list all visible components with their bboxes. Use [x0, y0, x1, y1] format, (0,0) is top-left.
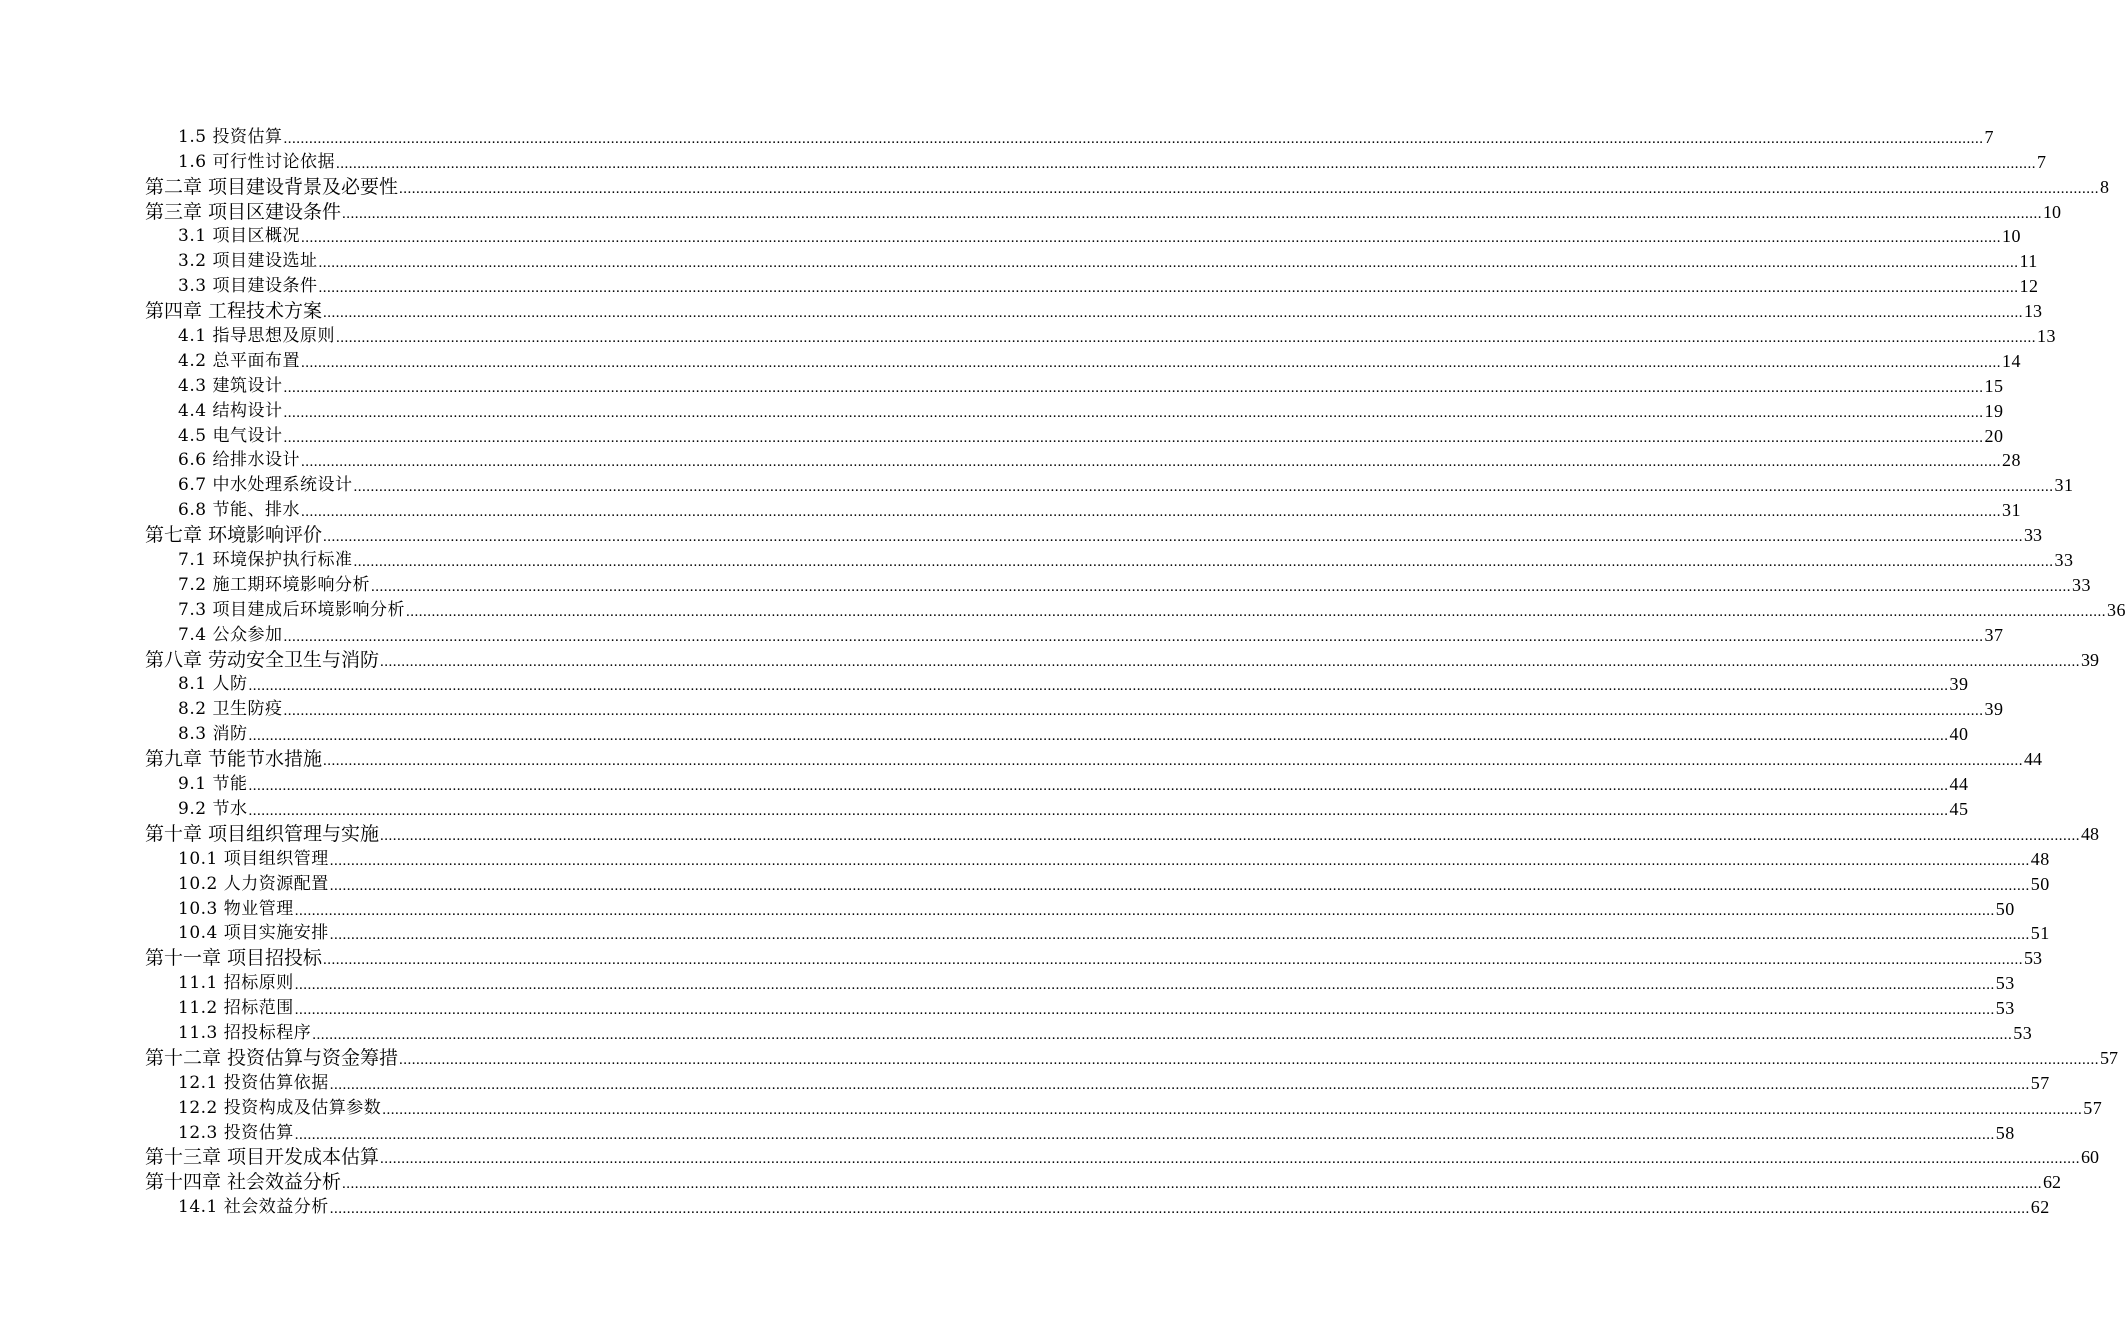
toc-entry-title: 第八章 劳动安全卫生与消防 — [145, 648, 380, 671]
toc-section-entry[interactable] — [145, 796, 1969, 821]
toc-page-number: 13 — [2024, 301, 2043, 322]
toc-dot-leader: ................................................................................................................................................................................................................................................................................................................................................................................................................ — [300, 354, 2001, 371]
toc-dot-leader: ................................................................................................................................................................................................................................................................................................................................................................................................................ — [318, 255, 2019, 272]
toc-section-entry[interactable] — [145, 547, 2074, 572]
toc-section-entry[interactable] — [145, 423, 2004, 448]
toc-section-entry[interactable] — [145, 373, 2004, 398]
toc-entry-title: 8.2 卫生防疫 — [178, 699, 283, 720]
toc-page-number: 10 — [2043, 201, 2062, 222]
toc-page-number: 44 — [2024, 749, 2043, 770]
toc-section-entry[interactable] — [145, 672, 1969, 697]
toc-dot-leader: ................................................................................................................................................................................................................................................................................................................................................................................................................ — [335, 330, 2036, 347]
toc-page-number: 60 — [2081, 1147, 2100, 1168]
toc-dot-leader: ................................................................................................................................................................................................................................................................................................................................................................................................................ — [399, 1051, 2100, 1068]
toc-chapter-entry[interactable] — [145, 1045, 2119, 1070]
toc-page-number: 39 — [2081, 649, 2100, 670]
toc-section-entry[interactable] — [145, 348, 2021, 373]
toc-dot-leader: ................................................................................................................................................................................................................................................................................................................................................................................................................ — [323, 305, 2024, 322]
toc-page-number: 50 — [2030, 873, 2050, 894]
toc-dot-leader: ................................................................................................................................................................................................................................................................................................................................................................................................................ — [399, 180, 2100, 197]
toc-section-entry[interactable] — [145, 696, 2004, 721]
toc-section-entry[interactable] — [145, 1194, 2050, 1219]
toc-dot-leader: ................................................................................................................................................................................................................................................................................................................................................................................................................ — [329, 927, 2030, 944]
toc-entry-title: 8.1 人防 — [178, 674, 248, 695]
toc-section-entry[interactable] — [145, 273, 2039, 298]
toc-entry-title: 第七章 环境影响评价 — [145, 524, 323, 547]
toc-page-number: 58 — [1995, 1122, 2015, 1143]
toc-page-number: 48 — [2030, 848, 2050, 869]
toc-entry-title: 12.3 投资估算 — [178, 1122, 294, 1143]
toc-section-entry[interactable] — [145, 398, 2004, 423]
toc-page-number: 57 — [2083, 1097, 2103, 1118]
toc-entry-title: 10.3 物业管理 — [178, 898, 294, 919]
toc-entry-title: 6.7 中水处理系统设计 — [178, 475, 353, 496]
toc-page-number: 13 — [2036, 326, 2056, 347]
toc-entry-title: 6.8 节能、排水 — [178, 500, 300, 521]
toc-section-entry[interactable] — [145, 497, 2021, 522]
toc-entry-title: 10.4 项目实施安排 — [178, 923, 329, 944]
toc-dot-leader: ................................................................................................................................................................................................................................................................................................................................................................................................................ — [335, 155, 2036, 172]
toc-dot-leader: ................................................................................................................................................................................................................................................................................................................................................................................................................ — [318, 280, 2019, 297]
toc-section-entry[interactable] — [145, 1020, 2033, 1045]
toc-entry-title: 第十一章 项目招投标 — [145, 947, 323, 970]
toc-page-number: 20 — [1984, 425, 2004, 446]
toc-entry-title: 第二章 项目建设背景及必要性 — [145, 175, 399, 198]
toc-page-number: 10 — [2001, 226, 2021, 247]
toc-entry-title: 第四章 工程技术方案 — [145, 300, 323, 323]
toc-chapter-entry[interactable] — [145, 821, 2100, 846]
toc-page-number: 53 — [1995, 973, 2015, 994]
toc-chapter-entry[interactable] — [145, 174, 2110, 199]
toc-entry-title: 10.1 项目组织管理 — [178, 848, 329, 869]
toc-page-number: 7 — [2036, 151, 2047, 172]
toc-chapter-entry[interactable] — [145, 945, 2043, 970]
table-of-contents — [145, 124, 2126, 1219]
toc-entry-title: 4.2 总平面布置 — [178, 350, 300, 371]
toc-dot-leader: ................................................................................................................................................................................................................................................................................................................................................................................................................ — [300, 230, 2001, 247]
toc-entry-title: 第十四章 社会效益分析 — [145, 1171, 342, 1194]
toc-page-number: 7 — [1984, 126, 1994, 147]
toc-chapter-entry[interactable] — [145, 647, 2100, 672]
toc-entry-title: 12.1 投资估算依据 — [178, 1072, 329, 1093]
toc-page-number: 57 — [2100, 1047, 2119, 1068]
toc-page-number: 62 — [2043, 1172, 2062, 1193]
toc-dot-leader: ................................................................................................................................................................................................................................................................................................................................................................................................................ — [323, 753, 2024, 770]
toc-page-number: 53 — [2013, 1022, 2033, 1043]
toc-entry-title: 6.6 给排水设计 — [178, 450, 300, 471]
toc-section-entry[interactable] — [145, 248, 2038, 273]
toc-section-entry[interactable] — [145, 572, 2091, 597]
toc-entry-title: 12.2 投资构成及估算参数 — [178, 1097, 382, 1118]
toc-section-entry[interactable] — [145, 921, 2050, 946]
toc-entry-title: 4.5 电气设计 — [178, 425, 283, 446]
toc-page-number: 14 — [2001, 350, 2021, 371]
toc-dot-leader: ................................................................................................................................................................................................................................................................................................................................................................................................................ — [342, 1176, 2043, 1193]
toc-dot-leader: ................................................................................................................................................................................................................................................................................................................................................................................................................ — [353, 479, 2054, 496]
toc-dot-leader: ................................................................................................................................................................................................................................................................................................................................................................................................................ — [294, 902, 1995, 919]
toc-page-number: 11 — [2019, 251, 2038, 272]
toc-section-entry[interactable] — [145, 597, 2126, 622]
toc-dot-leader: ................................................................................................................................................................................................................................................................................................................................................................................................................ — [283, 379, 1984, 396]
toc-page-number: 28 — [2001, 450, 2021, 471]
toc-section-entry[interactable] — [145, 846, 2050, 871]
toc-entry-title: 第十三章 项目开发成本估算 — [145, 1146, 380, 1169]
toc-entry-title: 9.1 节能 — [178, 774, 248, 795]
toc-section-entry[interactable] — [145, 472, 2074, 497]
toc-section-entry[interactable] — [145, 1120, 2015, 1145]
toc-dot-leader: ................................................................................................................................................................................................................................................................................................................................................................................................................ — [248, 778, 1949, 795]
toc-dot-leader: ................................................................................................................................................................................................................................................................................................................................................................................................................ — [283, 429, 1984, 446]
toc-entry-title: 10.2 人力资源配置 — [178, 873, 329, 894]
toc-section-entry[interactable] — [145, 871, 2050, 896]
toc-page-number: 53 — [2024, 948, 2043, 969]
toc-page-number: 44 — [1949, 774, 1969, 795]
toc-entry-title: 第三章 项目区建设条件 — [145, 200, 342, 223]
toc-page-number: 45 — [1949, 798, 1969, 819]
toc-dot-leader: ................................................................................................................................................................................................................................................................................................................................................................................................................ — [329, 877, 2030, 894]
toc-dot-leader: ................................................................................................................................................................................................................................................................................................................................................................................................................ — [329, 1201, 2030, 1218]
toc-dot-leader: ................................................................................................................................................................................................................................................................................................................................................................................................................ — [323, 529, 2024, 546]
toc-page-number: 12 — [2019, 276, 2039, 297]
toc-page-number: 33 — [2024, 525, 2043, 546]
toc-page-number: 8 — [2100, 176, 2110, 197]
toc-dot-leader: ................................................................................................................................................................................................................................................................................................................................................................................................................ — [300, 454, 2001, 471]
toc-entry-title: 11.1 招标原则 — [178, 973, 294, 994]
toc-dot-leader: ................................................................................................................................................................................................................................................................................................................................................................................................................ — [283, 703, 1984, 720]
toc-entry-title: 7.4 公众参加 — [178, 624, 283, 645]
toc-dot-leader: ................................................................................................................................................................................................................................................................................................................................................................................................................ — [248, 728, 1949, 745]
toc-page-number: 19 — [1984, 400, 2004, 421]
toc-section-entry[interactable] — [145, 1095, 2103, 1120]
toc-chapter-entry[interactable] — [145, 522, 2043, 547]
toc-dot-leader: ................................................................................................................................................................................................................................................................................................................................................................................................................ — [353, 554, 2054, 571]
toc-entry-title: 8.3 消防 — [178, 724, 248, 745]
toc-entry-title: 9.2 节水 — [178, 798, 248, 819]
toc-page-number: 51 — [2030, 923, 2050, 944]
toc-dot-leader: ................................................................................................................................................................................................................................................................................................................................................................................................................ — [248, 802, 1949, 819]
toc-section-entry[interactable] — [145, 771, 1969, 796]
toc-section-entry[interactable] — [145, 124, 1994, 149]
toc-dot-leader: ................................................................................................................................................................................................................................................................................................................................................................................................................ — [283, 404, 1984, 421]
toc-dot-leader: ................................................................................................................................................................................................................................................................................................................................................................................................................ — [370, 578, 2071, 595]
toc-chapter-entry[interactable] — [145, 298, 2043, 323]
toc-entry-title: 3.1 项目区概况 — [178, 226, 300, 247]
toc-page-number: 31 — [2001, 500, 2021, 521]
toc-entry-title: 11.2 招标范围 — [178, 998, 294, 1019]
toc-page-number: 37 — [1984, 624, 2004, 645]
toc-dot-leader: ................................................................................................................................................................................................................................................................................................................................................................................................................ — [283, 628, 1984, 645]
toc-page-number: 39 — [1949, 674, 1969, 695]
toc-chapter-entry[interactable] — [145, 746, 2043, 771]
toc-section-entry[interactable] — [145, 622, 2004, 647]
toc-entry-title: 第十二章 投资估算与资金筹措 — [145, 1046, 399, 1069]
toc-entry-title: 1.5 投资估算 — [178, 126, 283, 147]
toc-page-number: 48 — [2081, 823, 2100, 844]
toc-section-entry[interactable] — [145, 149, 2047, 174]
toc-chapter-entry[interactable] — [145, 1169, 2062, 1194]
toc-dot-leader: ................................................................................................................................................................................................................................................................................................................................................................................................................ — [342, 205, 2043, 222]
toc-entry-title: 11.3 招投标程序 — [178, 1022, 312, 1043]
toc-entry-title: 7.3 项目建成后环境影响分析 — [178, 599, 405, 620]
toc-dot-leader: ................................................................................................................................................................................................................................................................................................................................................................................................................ — [283, 130, 1984, 147]
toc-entry-title: 7.2 施工期环境影响分析 — [178, 574, 370, 595]
toc-page-number: 62 — [2030, 1197, 2050, 1218]
toc-dot-leader: ................................................................................................................................................................................................................................................................................................................................................................................................................ — [300, 504, 2001, 521]
toc-section-entry[interactable] — [145, 896, 2015, 921]
toc-dot-leader: ................................................................................................................................................................................................................................................................................................................................................................................................................ — [380, 1151, 2081, 1168]
toc-entry-title: 第九章 节能节水措施 — [145, 748, 323, 771]
toc-chapter-entry[interactable] — [145, 199, 2062, 224]
toc-entry-title: 14.1 社会效益分析 — [178, 1197, 329, 1218]
toc-section-entry[interactable] — [145, 224, 2021, 249]
toc-section-entry[interactable] — [145, 995, 2015, 1020]
toc-dot-leader: ................................................................................................................................................................................................................................................................................................................................................................................................................ — [312, 1026, 2013, 1043]
toc-entry-title: 7.1 环境保护执行标准 — [178, 550, 353, 571]
toc-entry-title: 4.3 建筑设计 — [178, 375, 283, 396]
toc-chapter-entry[interactable] — [145, 1145, 2100, 1170]
toc-dot-leader: ................................................................................................................................................................................................................................................................................................................................................................................................................ — [329, 1076, 2030, 1093]
toc-page-number: 31 — [2054, 475, 2074, 496]
toc-section-entry[interactable] — [145, 970, 2015, 995]
toc-dot-leader: ................................................................................................................................................................................................................................................................................................................................................................................................................ — [294, 1002, 1995, 1019]
toc-entry-title: 3.3 项目建设条件 — [178, 276, 318, 297]
toc-page-number: 39 — [1984, 699, 2004, 720]
toc-page-number: 15 — [1984, 375, 2004, 396]
toc-dot-leader: ................................................................................................................................................................................................................................................................................................................................................................................................................ — [294, 977, 1995, 994]
toc-dot-leader: ................................................................................................................................................................................................................................................................................................................................................................................................................ — [380, 653, 2081, 670]
toc-dot-leader: ................................................................................................................................................................................................................................................................................................................................................................................................................ — [323, 952, 2024, 969]
toc-dot-leader: ................................................................................................................................................................................................................................................................................................................................................................................................................ — [329, 852, 2030, 869]
toc-page-number: 33 — [2054, 550, 2074, 571]
toc-page-number: 36 — [2106, 599, 2126, 620]
toc-dot-leader: ................................................................................................................................................................................................................................................................................................................................................................................................................ — [382, 1101, 2083, 1118]
toc-entry-title: 第十章 项目组织管理与实施 — [145, 822, 380, 845]
toc-entry-title: 4.4 结构设计 — [178, 400, 283, 421]
toc-dot-leader: ................................................................................................................................................................................................................................................................................................................................................................................................................ — [405, 603, 2106, 620]
toc-dot-leader: ................................................................................................................................................................................................................................................................................................................................................................................................................ — [294, 1126, 1995, 1143]
toc-page-number: 40 — [1949, 724, 1969, 745]
toc-section-entry[interactable] — [145, 721, 1969, 746]
toc-section-entry[interactable] — [145, 448, 2021, 473]
toc-entry-title: 3.2 项目建设选址 — [178, 251, 318, 272]
toc-entry-title: 4.1 指导思想及原则 — [178, 326, 335, 347]
toc-page-number: 53 — [1995, 998, 2015, 1019]
toc-entry-title: 1.6 可行性讨论依据 — [178, 151, 335, 172]
toc-section-entry[interactable] — [145, 323, 2056, 348]
toc-dot-leader: ................................................................................................................................................................................................................................................................................................................................................................................................................ — [380, 827, 2081, 844]
toc-page-number: 50 — [1995, 898, 2015, 919]
toc-dot-leader: ................................................................................................................................................................................................................................................................................................................................................................................................................ — [248, 678, 1949, 695]
toc-page-number: 57 — [2030, 1072, 2050, 1093]
toc-page-number: 33 — [2071, 574, 2091, 595]
toc-section-entry[interactable] — [145, 1070, 2050, 1095]
